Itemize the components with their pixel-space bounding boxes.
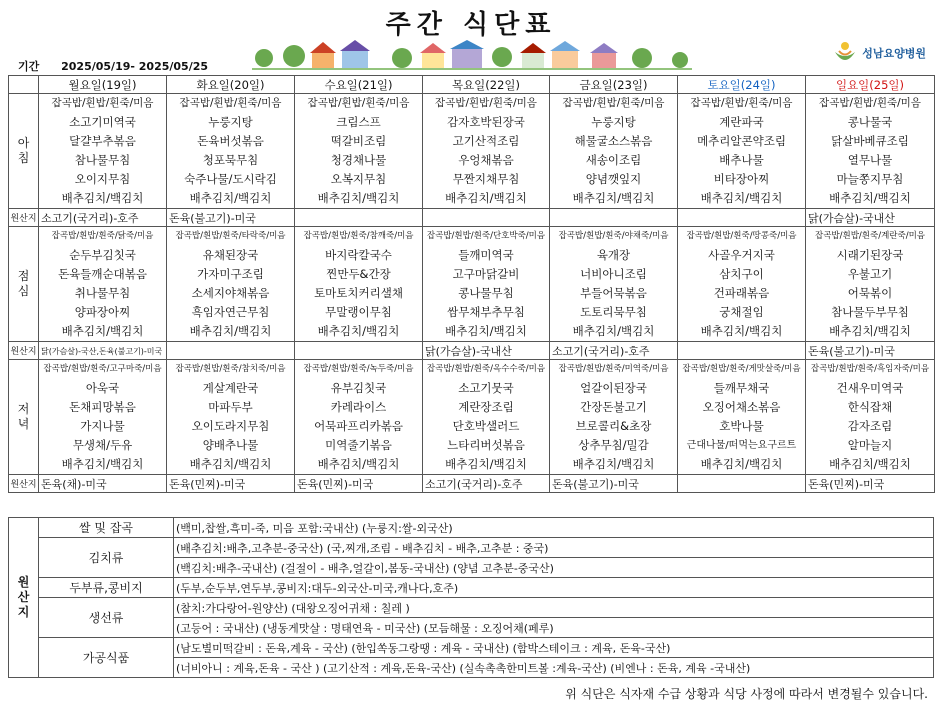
origin-cell [678, 209, 806, 227]
lunch-day-cell [423, 227, 550, 342]
dinner-day-cell [167, 360, 295, 475]
origin-label: 원산지 [9, 342, 39, 360]
origin-cell [550, 209, 678, 227]
dinner-origin-row [9, 475, 935, 493]
breakfast-label: 아 침 [9, 94, 39, 209]
origin-cell [423, 475, 550, 493]
menu-item: 유부김칫국 [330, 381, 387, 395]
origin-detail: (두부,순두부,연두부,콩비지:대두-외국산-미국,캐나다,호주) [174, 578, 934, 598]
menu-item: 소고기미역국 [69, 115, 136, 129]
menu-item: 메추리알콘약조림 [697, 134, 786, 148]
breakfast-day-cell [550, 94, 678, 209]
menu-item: 호박나물 [719, 419, 764, 433]
menu-item: 배추김치/백김치 [317, 324, 400, 338]
menu-item: 고구마닭갈비 [452, 267, 520, 281]
menu-item: 마늘쫑지무침 [836, 172, 904, 186]
lunch-day-cell [295, 227, 423, 342]
menu-item: 콩나물무침 [458, 286, 514, 300]
origin-cell [39, 209, 167, 227]
origin-cell [295, 342, 423, 360]
menu-item: 순두부김칫국 [69, 248, 136, 262]
breakfast-origin-row [9, 209, 935, 227]
menu-item: 새송이조림 [585, 153, 642, 167]
menu-item: 양파장아찌 [74, 305, 131, 319]
origin-category: 김치류 [39, 538, 174, 578]
origin-category: 가공식품 [39, 638, 174, 678]
lunch-origin-row [9, 342, 935, 360]
menu-item: 배추김치/백김치 [189, 457, 272, 471]
origin-text: 돈육(민찌)-미국 [169, 477, 246, 491]
menu-item: 배추김치/백김치 [445, 457, 527, 471]
menu-item: 배추김치/백김치 [829, 324, 911, 338]
origin-detail: (백미,찹쌀,흑미-죽, 미음 포함:국내산) (누룽지:쌀-외국산) [174, 518, 934, 538]
origin-text: 돈육(민찌)-미국 [297, 477, 374, 491]
menu-item: 가지나물 [80, 419, 125, 433]
menu-item: 가자미구조림 [197, 267, 264, 281]
menu-item: 쌈무채부추무침 [447, 305, 525, 319]
menu-item: 돈육들깨순대볶음 [58, 267, 147, 281]
menu-item: 단호박샐러드 [452, 419, 520, 433]
origin-cell [806, 342, 935, 360]
menu-item: 아욱국 [85, 381, 120, 395]
hospital-logo [832, 40, 926, 66]
menu-item: 한식잡채 [847, 400, 893, 414]
menu-item: 잡곡밥/흰밥/흰죽/미음 [690, 97, 793, 109]
menu-item: 열무나물 [847, 153, 893, 167]
breakfast-day-cell [678, 94, 806, 209]
menu-item: 잡곡밥/흰밥/흰죽/미음 [435, 97, 537, 109]
menu-item: 건파래볶음 [713, 286, 770, 300]
origin-cell [423, 342, 550, 360]
origin-text: 닭(가슴살)-국내산 [425, 344, 512, 358]
menu-item: 달걀부추볶음 [69, 134, 136, 148]
origin-text: 돈육(불고기)-미국 [552, 477, 639, 491]
menu-item: 우불고기 [847, 267, 893, 281]
breakfast-day-cell [167, 94, 295, 209]
dinner-day-cell [39, 360, 167, 475]
menu-item: 콩나물국 [847, 115, 893, 129]
menu-item: 육개장 [596, 248, 631, 262]
menu-item: 유채된장국 [202, 248, 259, 262]
origin-info-row [9, 638, 934, 658]
lunch-row [9, 227, 935, 342]
origin-cell [295, 209, 423, 227]
origin-text: 닭(가슴살)-국산,돈육(불고기)-미국 [41, 347, 163, 356]
menu-item: 돈육버섯볶음 [197, 134, 264, 148]
day-header: 금요일(23일) [550, 76, 678, 94]
menu-item: 배추김치/백김치 [189, 324, 272, 338]
menu-item: 잡곡밥/흰밥/흰죽/옥수수죽/미음 [426, 364, 546, 374]
menu-item: 너비아니조림 [580, 267, 647, 281]
lunch-day-cell [167, 227, 295, 342]
menu-item: 잡곡밥/흰밥/흰죽/단호박죽/미음 [426, 231, 546, 241]
menu-item: 미역줄기볶음 [325, 438, 392, 452]
origin-label: 원산지 [9, 209, 39, 227]
menu-item: 배추김치/백김치 [700, 457, 783, 471]
weekly-menu-table [8, 75, 935, 493]
menu-item: 상추무침/밀감 [578, 438, 649, 452]
origin-detail: (백김치:배추-국내산) (걸절이 - 배추,얼갈이,봄동-국내산) (양념 고추분-중국산) [174, 558, 934, 578]
menu-item: 잡곡밥/흰밥/흰죽/녹두죽/미음 [303, 364, 414, 374]
origin-detail: (참치:가다랑어-원양산) (대왕오징어귀채 : 칠레 ) [174, 598, 934, 618]
period-label: 기간 [18, 60, 40, 73]
menu-item: 건새우미역국 [836, 381, 904, 395]
menu-item: 근대나물/떠먹는요구르트 [686, 440, 797, 451]
menu-item: 배추김치/백김치 [317, 191, 400, 205]
menu-item: 잡곡밥/흰밥/흰죽/미음 [562, 97, 665, 109]
menu-item: 청경채나물 [330, 153, 387, 167]
menu-item: 비타장아찌 [713, 172, 770, 186]
origin-text: 소고기(국거리)-호주 [552, 344, 650, 358]
origin-info-row [9, 578, 934, 598]
menu-item: 배추김치/백김치 [700, 191, 783, 205]
logo-text: 성남요양병원 [862, 47, 926, 60]
day-header-sunday: 일요일(25일) [806, 76, 935, 94]
origin-detail: (남도별미떡갈비 : 돈육,계육 - 국산) (한입쏙동그랑땡 : 계육 - 국내산) (함박스테이크 : 계육, 돈육-국산) [174, 638, 934, 658]
menu-item: 떡갈비조림 [330, 134, 387, 148]
page-title: 주간 식단표 [385, 10, 557, 40]
menu-item: 배추나물 [719, 153, 764, 167]
period [18, 58, 226, 74]
menu-item: 마파두부 [208, 400, 253, 414]
menu-item: 무말랭이무침 [325, 305, 392, 319]
menu-item: 어묵볶이 [847, 286, 893, 300]
menu-item: 계란파국 [719, 115, 764, 129]
breakfast-row [9, 94, 935, 209]
menu-item: 잡곡밥/흰밥/흰죽/야채죽/미음 [558, 231, 669, 241]
menu-item: 배추김치/백김치 [61, 324, 144, 338]
menu-item: 카레라이스 [330, 400, 387, 414]
lunch-day-cell [678, 227, 806, 342]
menu-item: 흑임자연근무침 [191, 305, 270, 319]
menu-item: 들깨미역국 [458, 248, 514, 262]
menu-item: 무생채/두유 [72, 438, 133, 452]
footnote: 위 식단은 식자재 수급 상황과 식당 사정에 따라서 변경될수 있습니다. [565, 687, 928, 701]
origin-label: 원산지 [9, 475, 39, 493]
menu-item: 배추김치/백김치 [572, 191, 655, 205]
origin-text: 돈육(민찌)-미국 [808, 477, 885, 491]
origin-text: 돈육(불고기)-미국 [808, 344, 895, 358]
dinner-label: 저 녁 [9, 360, 39, 475]
menu-item: 배추김치/백김치 [61, 457, 144, 471]
menu-item: 배추김치/백김치 [317, 457, 400, 471]
origin-cell [550, 342, 678, 360]
menu-item: 잡곡밥/흰밥/흰죽/미역죽/미음 [558, 364, 669, 374]
menu-item: 양념깻잎지 [585, 172, 642, 186]
menu-item: 어묵파프리카볶음 [314, 419, 403, 433]
menu-item: 부들어묵볶음 [580, 286, 647, 300]
menu-item: 배추김치/백김치 [572, 324, 655, 338]
menu-item: 브로콜리&초장 [575, 419, 652, 433]
menu-item: 잡곡밥/흰밥/흰죽/미음 [51, 97, 154, 109]
menu-item: 청포묵무침 [202, 153, 259, 167]
menu-item: 잡곡밥/흰밥/흰죽/계란죽/미음 [815, 231, 925, 241]
menu-item: 배추김치/백김치 [829, 191, 911, 205]
menu-item: 잡곡밥/흰밥/흰죽/타락죽/미음 [175, 231, 286, 241]
menu-item: 느타리버섯볶음 [447, 438, 525, 452]
origin-cell [678, 475, 806, 493]
origin-info-row [9, 518, 934, 538]
menu-item: 숙주나물/도시락김 [184, 172, 277, 186]
dinner-day-cell [295, 360, 423, 475]
menu-item: 삼치구이 [719, 267, 764, 281]
origin-category: 두부류,콩비지 [39, 578, 174, 598]
menu-item: 토마토치커리샐채 [314, 286, 403, 300]
origin-detail: (너비아니 : 계육,돈육 - 국산 ) (고기산적 : 계육,돈육-국산) (실속촉촉한미트볼 :계육-국산) (비엔나 : 돈육, 계육 -국내산) [174, 658, 934, 678]
menu-item: 게살계란국 [202, 381, 259, 395]
menu-item: 고기산적조림 [452, 134, 520, 148]
origin-info-row [9, 538, 934, 558]
menu-item: 잡곡밥/흰밥/흰죽/흑임자죽/미음 [810, 364, 930, 374]
menu-item: 누룽지탕 [591, 115, 636, 129]
breakfast-day-cell [39, 94, 167, 209]
day-header: 목요일(22일) [423, 76, 550, 94]
menu-item: 얼갈이된장국 [580, 381, 647, 395]
menu-item: 배추김치/백김치 [189, 191, 272, 205]
menu-item: 돈채피망볶음 [69, 400, 136, 414]
origin-text: 닭(가슴살)-국내산 [808, 211, 895, 225]
day-header: 화요일(20일) [167, 76, 295, 94]
menu-item: 무짠지채무침 [452, 172, 520, 186]
menu-item: 찐만두&간장 [326, 267, 391, 281]
menu-item: 잡곡밥/흰밥/흰죽/미음 [819, 97, 921, 109]
origin-cell [167, 209, 295, 227]
origin-cell [678, 342, 806, 360]
menu-item: 잡곡밥/흰밥/흰죽/미음 [179, 97, 282, 109]
origin-text: 돈육(채)-미국 [41, 477, 107, 491]
menu-item: 오이지무침 [74, 172, 131, 186]
breakfast-day-cell [423, 94, 550, 209]
logo-icon [832, 40, 858, 66]
dinner-day-cell [678, 360, 806, 475]
origin-side-label: 원 산 지 [9, 518, 39, 678]
menu-item: 잡곡밥/흰밥/흰죽/참깨죽/미음 [303, 231, 414, 241]
menu-item: 배추김치/백김치 [61, 191, 144, 205]
lunch-day-cell [806, 227, 935, 342]
menu-item: 잡곡밥/흰밥/흰죽/닭죽/미음 [51, 231, 154, 241]
menu-item: 오징어채소볶음 [702, 400, 781, 414]
menu-item: 배추김치/백김치 [445, 191, 527, 205]
origin-cell [806, 475, 935, 493]
origin-text: 돈육(불고기)-미국 [169, 211, 256, 225]
menu-item: 알마늘지 [847, 438, 893, 452]
day-header: 월요일(19일) [39, 76, 167, 94]
menu-item: 참나물두부무침 [831, 305, 909, 319]
breakfast-day-cell [295, 94, 423, 209]
menu-item: 도토리묵무침 [580, 305, 647, 319]
menu-item: 소세지야채볶음 [191, 286, 270, 300]
origin-cell [295, 475, 423, 493]
period-value: 2025/05/19- 2025/05/25 [61, 60, 209, 73]
menu-item: 배추김치/백김치 [572, 457, 655, 471]
menu-item: 양배추나물 [202, 438, 259, 452]
menu-item: 오복지무침 [330, 172, 387, 186]
origin-text: 소고기(국거리)-호주 [41, 211, 139, 225]
menu-item: 시래기된장국 [836, 248, 904, 262]
lunch-label: 점 심 [9, 227, 39, 342]
menu-item: 배추김치/백김치 [700, 324, 783, 338]
day-header-saturday: 토요일(24일) [678, 76, 806, 94]
corner-cell [9, 76, 39, 94]
day-header-row [9, 76, 935, 94]
lunch-day-cell [550, 227, 678, 342]
menu-item: 잡곡밥/흰밥/흰죽/미음 [307, 97, 410, 109]
lunch-day-cell [39, 227, 167, 342]
menu-item: 잡곡밥/흰밥/흰죽/고구마죽/미음 [43, 364, 162, 374]
menu-item: 참나물무침 [74, 153, 131, 167]
menu-item: 취나물무침 [74, 286, 131, 300]
dinner-day-cell [423, 360, 550, 475]
dinner-row [9, 360, 935, 475]
village-illustration [252, 40, 692, 70]
origin-category: 쌀 및 잡곡 [39, 518, 174, 538]
menu-item: 잡곡밥/흰밥/흰죽/게맛살죽/미음 [682, 364, 801, 374]
menu-item: 잡곡밥/흰밥/흰죽/참치죽/미음 [175, 364, 286, 374]
origin-cell [167, 342, 295, 360]
menu-item: 배추김치/백김치 [445, 324, 527, 338]
dinner-day-cell [806, 360, 935, 475]
menu-item: 크림스프 [336, 115, 381, 129]
origin-cell [806, 209, 935, 227]
menu-item: 들깨무채국 [713, 381, 770, 395]
breakfast-day-cell [806, 94, 935, 209]
menu-item: 소고기뭇국 [458, 381, 514, 395]
origin-cell [423, 209, 550, 227]
menu-item: 사골우거지국 [708, 248, 775, 262]
menu-item: 계란장조림 [458, 400, 514, 414]
menu-item: 감자호박된장국 [447, 115, 525, 129]
menu-item: 간장돈불고기 [580, 400, 647, 414]
origin-detail: (고등어 : 국내산) (냉동게맛살 : 명태연육 - 미국산) (모듬해물 : 오징어채(페루) [174, 618, 934, 638]
menu-item: 잡곡밥/흰밥/흰죽/땅콩죽/미음 [686, 231, 797, 241]
origin-table [8, 517, 934, 678]
menu-item: 우엉채볶음 [458, 153, 514, 167]
menu-item: 바지락칼국수 [325, 248, 392, 262]
day-header: 수요일(21일) [295, 76, 423, 94]
menu-item: 해물굴소스볶음 [574, 134, 653, 148]
menu-item: 오이도라지무침 [191, 419, 270, 433]
origin-info-row [9, 598, 934, 618]
origin-text: 소고기(국거리)-호주 [425, 477, 523, 491]
menu-item: 닭살바베큐조림 [831, 134, 909, 148]
menu-item: 감자조림 [847, 419, 893, 433]
origin-cell [550, 475, 678, 493]
origin-detail: (배추김치:배추,고추분-중국산) (국,찌개,조림 - 배추김치 - 배추,고추분 : 중국) [174, 538, 934, 558]
menu-item: 누룽지탕 [208, 115, 253, 129]
menu-item: 배추김치/백김치 [829, 457, 911, 471]
origin-category: 생선류 [39, 598, 174, 638]
menu-item: 궁채절임 [719, 305, 764, 319]
dinner-day-cell [550, 360, 678, 475]
origin-cell [167, 475, 295, 493]
origin-cell [39, 342, 167, 360]
origin-cell [39, 475, 167, 493]
